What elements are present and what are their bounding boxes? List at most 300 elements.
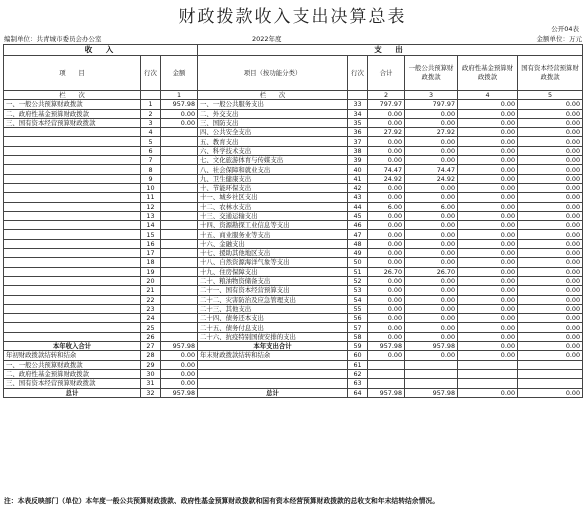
expense-total: 0.00 xyxy=(368,314,405,323)
expense-general: 74.47 xyxy=(405,165,458,174)
expense-item: 十二、农林水支出 xyxy=(198,202,348,211)
expense-state: 0.00 xyxy=(518,295,583,304)
income-item: 二、政府性基金预算财政拨款 xyxy=(4,369,141,378)
expense-row-no: 34 xyxy=(348,109,368,118)
expense-item: 四、公共安全支出 xyxy=(198,128,348,137)
expense-fund: 0.00 xyxy=(458,100,518,109)
expense-total xyxy=(368,360,405,369)
expense-item: 三、国防支出 xyxy=(198,118,348,127)
income-item xyxy=(4,267,141,276)
table-row xyxy=(4,118,583,127)
unit-right: 金额单位：万元 xyxy=(536,35,582,43)
income-amount xyxy=(161,286,198,295)
grand-total-label: 总计 xyxy=(4,388,141,397)
expense-row-no: 61 xyxy=(348,360,368,369)
income-row-no: 5 xyxy=(141,137,161,146)
income-item: 一、一般公共预算财政拨款 xyxy=(4,360,141,369)
table-row xyxy=(4,239,583,248)
expense-state: 0.00 xyxy=(518,314,583,323)
income-row-no: 14 xyxy=(141,221,161,230)
expense-item: 二十一、国有资本经营预算支出 xyxy=(198,286,348,295)
column-index-row xyxy=(4,91,583,100)
income-row-no: 7 xyxy=(141,156,161,165)
expense-row-no: 48 xyxy=(348,239,368,248)
grand-total-general: 957.98 xyxy=(405,388,458,397)
income-row-no: 24 xyxy=(141,314,161,323)
expense-item: 十六、金融支出 xyxy=(198,239,348,248)
expense-total: 74.47 xyxy=(368,165,405,174)
expense-total: 0.00 xyxy=(368,304,405,313)
income-item: 一、一般公共预算财政拨款 xyxy=(4,100,141,109)
col-label: 栏 次 xyxy=(4,91,141,100)
income-item xyxy=(4,221,141,230)
expense-row-no: 40 xyxy=(348,165,368,174)
income-row-no: 28 xyxy=(141,351,161,360)
expense-state: 0.00 xyxy=(518,258,583,267)
expense-item: 二、外交支出 xyxy=(198,109,348,118)
expense-row-no: 51 xyxy=(348,267,368,276)
expense-fund: 0.00 xyxy=(458,193,518,202)
expense-general: 797.97 xyxy=(405,100,458,109)
income-item xyxy=(4,286,141,295)
income-amount: 0.00 xyxy=(161,379,198,388)
income-row-no: 4 xyxy=(141,128,161,137)
expense-item: 五、教育支出 xyxy=(198,137,348,146)
expense-total-state: 0.00 xyxy=(518,342,583,351)
expense-total-general: 957.98 xyxy=(405,342,458,351)
income-item: 年初财政拨款结转和结余 xyxy=(4,351,141,360)
expense-state: 0.00 xyxy=(518,323,583,332)
amount-header: 金额 xyxy=(161,56,198,91)
expense-item: 十八、自然资源海洋气象等支出 xyxy=(198,258,348,267)
income-amount xyxy=(161,239,198,248)
expense-total: 0.00 xyxy=(368,109,405,118)
grand-total-fund: 0.00 xyxy=(458,388,518,397)
expense-fund xyxy=(458,379,518,388)
expense-general: 0.00 xyxy=(405,183,458,192)
row-no-header: 行次 xyxy=(141,56,161,91)
expense-row-no: 37 xyxy=(348,137,368,146)
expense-row-no: 56 xyxy=(348,314,368,323)
expense-item: 九、卫生健康支出 xyxy=(198,174,348,183)
table-row xyxy=(4,156,583,165)
income-item xyxy=(4,174,141,183)
expense-state: 0.00 xyxy=(518,304,583,313)
expense-fund xyxy=(458,369,518,378)
expense-fund: 0.00 xyxy=(458,258,518,267)
expense-item: 十一、城乡社区支出 xyxy=(198,193,348,202)
income-row-no: 10 xyxy=(141,183,161,192)
income-row-no: 2 xyxy=(141,109,161,118)
table-row xyxy=(4,379,583,388)
expense-state: 0.00 xyxy=(518,286,583,295)
expense-fund: 0.00 xyxy=(458,286,518,295)
expense-state: 0.00 xyxy=(518,128,583,137)
expense-total-label: 本年支出合计 xyxy=(198,342,348,351)
grand-total-no: 64 xyxy=(348,388,368,397)
income-amount xyxy=(161,323,198,332)
expense-total: 0.00 xyxy=(368,323,405,332)
table-row xyxy=(4,128,583,137)
expense-item: 十三、交通运输支出 xyxy=(198,211,348,220)
expense-state: 0.00 xyxy=(518,156,583,165)
table-row xyxy=(4,174,583,183)
expense-row-no: 60 xyxy=(348,351,368,360)
income-amount: 0.00 xyxy=(161,109,198,118)
expense-state xyxy=(518,369,583,378)
unit-left: 编制单位：共青城市委员会办公室 xyxy=(4,35,102,43)
income-amount xyxy=(161,221,198,230)
income-row-no: 19 xyxy=(141,267,161,276)
expense-fund: 0.00 xyxy=(458,165,518,174)
item-header: 项 目 xyxy=(4,56,141,91)
expense-total: 0.00 xyxy=(368,118,405,127)
expense-item: 十、节能环保支出 xyxy=(198,183,348,192)
expense-general: 0.00 xyxy=(405,118,458,127)
expense-row-no: 46 xyxy=(348,221,368,230)
expense-item: 二十三、其他支出 xyxy=(198,304,348,313)
income-row-no: 6 xyxy=(141,146,161,155)
expense-fund: 0.00 xyxy=(458,156,518,165)
income-amount xyxy=(161,230,198,239)
fiscal-table xyxy=(3,44,583,398)
expense-total-total: 957.98 xyxy=(368,342,405,351)
expense-item: 二十、粮油物资储备支出 xyxy=(198,276,348,285)
income-amount: 0.00 xyxy=(161,351,198,360)
income-item: 二、政府性基金预算财政拨款 xyxy=(4,109,141,118)
income-amount: 0.00 xyxy=(161,369,198,378)
table-row xyxy=(4,221,583,230)
income-amount xyxy=(161,128,198,137)
expense-general: 0.00 xyxy=(405,249,458,258)
grand-total-row xyxy=(4,388,583,397)
expense-row-no: 39 xyxy=(348,156,368,165)
table-row xyxy=(4,193,583,202)
expense-total xyxy=(368,379,405,388)
expense-total: 0.00 xyxy=(368,156,405,165)
expense-general: 0.00 xyxy=(405,332,458,341)
income-item xyxy=(4,128,141,137)
grand-total-total: 957.98 xyxy=(368,388,405,397)
income-item xyxy=(4,332,141,341)
expense-total: 0.00 xyxy=(368,351,405,360)
expense-general xyxy=(405,360,458,369)
table-row xyxy=(4,230,583,239)
expense-state: 0.00 xyxy=(518,174,583,183)
col-index: 3 xyxy=(405,91,458,100)
expense-general: 26.70 xyxy=(405,267,458,276)
expense-row-no: 42 xyxy=(348,183,368,192)
table-row xyxy=(4,165,583,174)
expense-general: 0.00 xyxy=(405,146,458,155)
expense-item: 十五、商业服务业等支出 xyxy=(198,230,348,239)
expense-row-no: 49 xyxy=(348,249,368,258)
expense-general: 0.00 xyxy=(405,286,458,295)
income-item xyxy=(4,323,141,332)
expense-total: 0.00 xyxy=(368,249,405,258)
expense-total: 0.00 xyxy=(368,211,405,220)
income-amount xyxy=(161,183,198,192)
income-item: 三、国有资本经营预算财政拨款 xyxy=(4,379,141,388)
total-header: 合计 xyxy=(368,56,405,91)
expense-state: 0.00 xyxy=(518,351,583,360)
expense-general: 0.00 xyxy=(405,314,458,323)
income-row-no: 17 xyxy=(141,249,161,258)
table-row xyxy=(4,258,583,267)
table-row xyxy=(4,360,583,369)
income-item xyxy=(4,276,141,285)
expense-state: 0.00 xyxy=(518,249,583,258)
income-amount: 0.00 xyxy=(161,118,198,127)
table-row xyxy=(4,314,583,323)
expense-general: 0.00 xyxy=(405,230,458,239)
expense-item: 二十六、抗疫特别国债安排的支出 xyxy=(198,332,348,341)
expense-item xyxy=(198,360,348,369)
expense-item: 一、一般公共服务支出 xyxy=(198,100,348,109)
expense-row-no: 63 xyxy=(348,379,368,388)
income-amount xyxy=(161,174,198,183)
table-row xyxy=(4,146,583,155)
income-amount: 957.98 xyxy=(161,100,198,109)
income-row-no: 11 xyxy=(141,193,161,202)
expense-item: 年末财政拨款结转和结余 xyxy=(198,351,348,360)
table-row xyxy=(4,286,583,295)
expense-row-no: 50 xyxy=(348,258,368,267)
income-amount xyxy=(161,193,198,202)
income-item xyxy=(4,230,141,239)
expense-total: 797.97 xyxy=(368,100,405,109)
expense-fund: 0.00 xyxy=(458,118,518,127)
expense-state: 0.00 xyxy=(518,183,583,192)
income-amount xyxy=(161,156,198,165)
income-item: 三、国有资本经营预算财政拨款 xyxy=(4,118,141,127)
expense-row-no: 44 xyxy=(348,202,368,211)
table-row xyxy=(4,100,583,109)
expense-general: 0.00 xyxy=(405,156,458,165)
general-header: 一般公共预算财政拨款 xyxy=(405,56,458,91)
income-total-amount: 957.98 xyxy=(161,342,198,351)
expense-fund: 0.00 xyxy=(458,295,518,304)
income-item xyxy=(4,304,141,313)
expense-item: 十四、资源勘探工业信息等支出 xyxy=(198,221,348,230)
expense-state xyxy=(518,360,583,369)
expense-fund: 0.00 xyxy=(458,276,518,285)
income-amount xyxy=(161,146,198,155)
expense-total: 0.00 xyxy=(368,193,405,202)
income-item xyxy=(4,156,141,165)
expense-fund: 0.00 xyxy=(458,137,518,146)
table-row xyxy=(4,295,583,304)
expense-item: 八、社会保障和就业支出 xyxy=(198,165,348,174)
expense-total xyxy=(368,369,405,378)
col-index: 4 xyxy=(458,91,518,100)
expense-total: 26.70 xyxy=(368,267,405,276)
income-row-no: 12 xyxy=(141,202,161,211)
expense-general: 0.00 xyxy=(405,276,458,285)
income-row-no: 30 xyxy=(141,369,161,378)
income-item xyxy=(4,137,141,146)
expense-fund: 0.00 xyxy=(458,323,518,332)
income-row-no: 22 xyxy=(141,295,161,304)
income-item xyxy=(4,183,141,192)
expense-row-no: 33 xyxy=(348,100,368,109)
expense-state: 0.00 xyxy=(518,118,583,127)
table-row xyxy=(4,267,583,276)
expense-state: 0.00 xyxy=(518,165,583,174)
expense-header: 支 出 xyxy=(198,45,583,56)
expense-fund: 0.00 xyxy=(458,249,518,258)
income-amount xyxy=(161,165,198,174)
income-item xyxy=(4,146,141,155)
income-item xyxy=(4,211,141,220)
expense-total-no: 59 xyxy=(348,342,368,351)
expense-item: 十七、援助其他地区支出 xyxy=(198,249,348,258)
table-row xyxy=(4,137,583,146)
expense-row-no: 41 xyxy=(348,174,368,183)
expense-total: 24.92 xyxy=(368,174,405,183)
expense-row-no: 58 xyxy=(348,332,368,341)
expense-row-no: 36 xyxy=(348,128,368,137)
expense-item: 二十二、灾害防治及应急管理支出 xyxy=(198,295,348,304)
table-row xyxy=(4,183,583,192)
income-item xyxy=(4,295,141,304)
expense-fund: 0.00 xyxy=(458,202,518,211)
expense-row-no: 35 xyxy=(348,118,368,127)
expense-total: 0.00 xyxy=(368,230,405,239)
expense-state: 0.00 xyxy=(518,193,583,202)
expense-fund: 0.00 xyxy=(458,128,518,137)
table-row xyxy=(4,351,583,360)
income-amount xyxy=(161,276,198,285)
unit-line xyxy=(4,34,582,44)
table-row xyxy=(4,304,583,313)
expense-general xyxy=(405,369,458,378)
table-row xyxy=(4,202,583,211)
expense-total: 0.00 xyxy=(368,295,405,304)
expense-fund: 0.00 xyxy=(458,314,518,323)
expense-total: 6.00 xyxy=(368,202,405,211)
expense-fund: 0.00 xyxy=(458,351,518,360)
income-row-no: 23 xyxy=(141,304,161,313)
expense-fund: 0.00 xyxy=(458,174,518,183)
expense-state: 0.00 xyxy=(518,239,583,248)
expense-total: 0.00 xyxy=(368,183,405,192)
year-total-row xyxy=(4,342,583,351)
expense-general: 0.00 xyxy=(405,295,458,304)
expense-total: 0.00 xyxy=(368,332,405,341)
table-row xyxy=(4,369,583,378)
expense-general xyxy=(405,379,458,388)
income-item xyxy=(4,165,141,174)
expense-state: 0.00 xyxy=(518,267,583,276)
form-code: 公开04表 xyxy=(551,25,579,33)
expense-general: 0.00 xyxy=(405,211,458,220)
expense-general: 0.00 xyxy=(405,258,458,267)
expense-item: 二十四、债务还本支出 xyxy=(198,314,348,323)
expense-total: 27.92 xyxy=(368,128,405,137)
expense-state xyxy=(518,379,583,388)
expense-fund: 0.00 xyxy=(458,267,518,276)
expense-general: 6.00 xyxy=(405,202,458,211)
expense-fund: 0.00 xyxy=(458,239,518,248)
expense-total: 0.00 xyxy=(368,146,405,155)
income-row-no: 16 xyxy=(141,239,161,248)
expense-total: 0.00 xyxy=(368,239,405,248)
expense-total: 0.00 xyxy=(368,258,405,267)
table-row xyxy=(4,249,583,258)
expense-item: 十九、住房保障支出 xyxy=(198,267,348,276)
col-index: 5 xyxy=(518,91,583,100)
expense-general: 0.00 xyxy=(405,304,458,313)
expense-state: 0.00 xyxy=(518,332,583,341)
expense-state: 0.00 xyxy=(518,109,583,118)
income-amount xyxy=(161,314,198,323)
income-item xyxy=(4,239,141,248)
income-item xyxy=(4,249,141,258)
expense-total: 0.00 xyxy=(368,276,405,285)
expense-item xyxy=(198,379,348,388)
income-total-no: 27 xyxy=(141,342,161,351)
expense-state: 0.00 xyxy=(518,137,583,146)
col-index: 2 xyxy=(368,91,405,100)
grand-total-label: 总计 xyxy=(198,388,348,397)
expense-total: 0.00 xyxy=(368,286,405,295)
expense-general: 0.00 xyxy=(405,109,458,118)
expense-row-no: 45 xyxy=(348,211,368,220)
expense-item xyxy=(198,369,348,378)
expense-general: 0.00 xyxy=(405,193,458,202)
expense-general: 0.00 xyxy=(405,323,458,332)
income-item xyxy=(4,202,141,211)
expense-item: 七、文化旅游体育与传媒支出 xyxy=(198,156,348,165)
income-amount xyxy=(161,304,198,313)
income-amount: 0.00 xyxy=(161,360,198,369)
income-amount xyxy=(161,267,198,276)
table-row xyxy=(4,109,583,118)
expense-fund: 0.00 xyxy=(458,109,518,118)
income-row-no: 9 xyxy=(141,174,161,183)
expense-row-no: 43 xyxy=(348,193,368,202)
income-item xyxy=(4,258,141,267)
expense-general: 0.00 xyxy=(405,137,458,146)
column-header-row xyxy=(4,56,583,91)
expense-fund: 0.00 xyxy=(458,211,518,220)
income-row-no: 8 xyxy=(141,165,161,174)
expense-total-fund: 0.00 xyxy=(458,342,518,351)
income-row-no: 1 xyxy=(141,100,161,109)
expense-general: 0.00 xyxy=(405,221,458,230)
expense-state: 0.00 xyxy=(518,202,583,211)
expense-row-no: 53 xyxy=(348,286,368,295)
income-row-no: 3 xyxy=(141,118,161,127)
grand-total-no: 32 xyxy=(141,388,161,397)
income-amount xyxy=(161,258,198,267)
income-header: 收 入 xyxy=(4,45,198,56)
income-row-no: 15 xyxy=(141,230,161,239)
income-row-no: 31 xyxy=(141,379,161,388)
col-index: 1 xyxy=(161,91,198,100)
expense-general: 27.92 xyxy=(405,128,458,137)
row-no-header: 行次 xyxy=(348,56,368,91)
state-header: 国有资本经营预算财政拨款 xyxy=(518,56,583,91)
expense-row-no: 57 xyxy=(348,323,368,332)
expense-item: 六、科学技术支出 xyxy=(198,146,348,155)
expense-general: 0.00 xyxy=(405,351,458,360)
income-total-label: 本年收入合计 xyxy=(4,342,141,351)
expense-fund: 0.00 xyxy=(458,230,518,239)
income-row-no: 21 xyxy=(141,286,161,295)
expense-fund: 0.00 xyxy=(458,146,518,155)
